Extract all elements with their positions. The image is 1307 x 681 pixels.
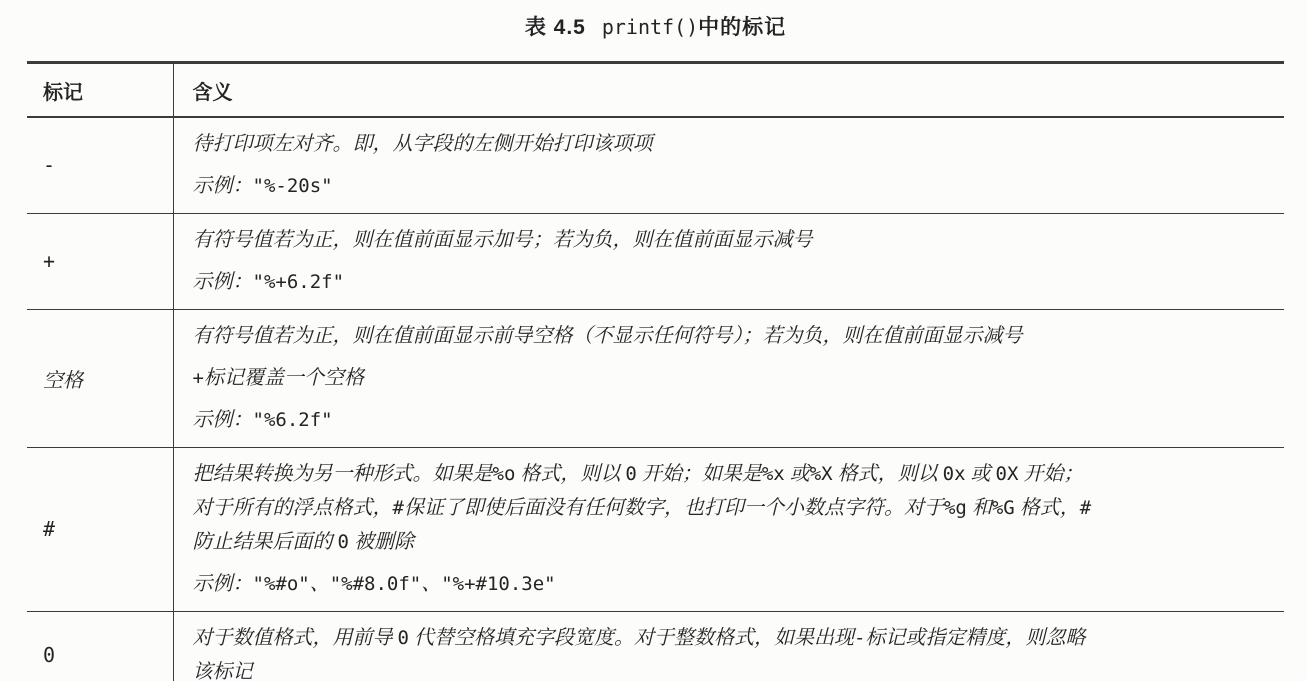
caption-suffix: 中的标记	[698, 16, 787, 39]
code-text: #	[392, 497, 404, 519]
code-text: %X	[809, 463, 833, 485]
meaning-line	[193, 361, 1271, 395]
chinese-text: 有符号值若为正，则在值前面显示加号；若为负，则在值前面显示减号	[192, 229, 813, 251]
chinese-text: 待打印项左对齐。即，从字段的左侧开始打印该项项	[192, 133, 653, 155]
meaning-line	[193, 127, 1271, 161]
chinese-text: 、	[421, 573, 442, 595]
flag-label: 0	[43, 643, 56, 667]
table-header-row	[27, 63, 1284, 118]
meaning-line	[193, 457, 1271, 491]
meaning-line	[193, 491, 1271, 525]
code-text: "%#o"	[252, 573, 310, 595]
table-row	[27, 448, 1284, 612]
chinese-text: 示例：	[192, 271, 253, 293]
table-row	[27, 117, 1284, 214]
code-text: 0x	[942, 463, 966, 485]
chinese-text: 把结果转换为另一种形式。如果是	[192, 463, 493, 485]
chinese-text: 示例：	[192, 409, 253, 431]
meaning-line	[193, 319, 1271, 353]
code-text: "%+#10.3e"	[441, 573, 556, 595]
chinese-text: 保证了即使后面没有任何数字，也打印一个小数点字符。对于	[403, 497, 944, 519]
flag-cell	[27, 117, 173, 214]
flag-cell	[27, 214, 173, 310]
meaning-line	[193, 621, 1271, 655]
chinese-text: 格式，则以	[515, 463, 626, 485]
code-text: 0	[337, 531, 349, 553]
column-header-meaning: 含义	[173, 63, 1284, 118]
chinese-text: 对于数值格式，用前导	[192, 627, 398, 649]
chinese-text: 标记覆盖一个空格	[203, 367, 364, 389]
flag-label: -	[43, 153, 56, 177]
meaning-line	[193, 223, 1271, 257]
book-page	[0, 12, 1307, 681]
chinese-text: 格式，	[1014, 497, 1080, 519]
code-text: -	[853, 627, 866, 649]
code-text: %G	[991, 497, 1015, 519]
caption-table-number: 表 4.5	[524, 16, 586, 39]
table-row	[27, 310, 1284, 448]
code-text: "%#8.0f"	[329, 573, 422, 595]
meaning-line	[193, 525, 1271, 559]
flag-cell	[27, 612, 173, 681]
chinese-text: 开始；如果是	[636, 463, 762, 485]
flag-cell	[27, 448, 173, 612]
printf-flags-table	[27, 61, 1284, 681]
flag-label: +	[43, 249, 56, 273]
meaning-line	[193, 567, 1271, 601]
chinese-text: 或	[784, 463, 810, 485]
chinese-text: 开始；	[1018, 463, 1084, 485]
code-text: +	[192, 367, 204, 389]
code-text: %g	[943, 497, 967, 519]
meaning-cell	[173, 612, 1284, 681]
code-text: 0X	[995, 463, 1019, 485]
table-body	[27, 117, 1284, 681]
flag-cell	[27, 310, 173, 448]
code-text: "%6.2f"	[252, 409, 333, 431]
code-text: "%-20s"	[252, 175, 333, 197]
meaning-line	[193, 403, 1271, 437]
meaning-cell	[173, 117, 1284, 214]
code-text: 0	[625, 463, 637, 485]
column-header-flag: 标记	[27, 63, 173, 118]
meaning-cell	[173, 214, 1284, 310]
chinese-text: 示例：	[192, 175, 253, 197]
chinese-text: 或	[965, 463, 996, 485]
chinese-text: 和	[966, 497, 992, 519]
caption-code-printf: printf()	[601, 15, 699, 39]
chinese-text: 有符号值若为正，则在值前面显示前导空格（不显示任何符号）；若为负，则在值前面显示减号	[192, 325, 1023, 347]
table-row	[27, 612, 1284, 681]
meaning-cell	[173, 310, 1284, 448]
table-row	[27, 214, 1284, 310]
chinese-text: 格式，则以	[832, 463, 943, 485]
chinese-text: 防止结果后面的	[192, 531, 338, 553]
code-text: %x	[761, 463, 785, 485]
meaning-cell	[173, 448, 1284, 612]
chinese-text: 标记或指定精度，则忽略	[865, 627, 1086, 649]
chinese-text: 示例：	[192, 573, 253, 595]
chinese-text: 被删除	[348, 531, 414, 553]
flag-label: #	[43, 517, 56, 541]
chinese-text: 对于所有的浮点格式，	[192, 497, 393, 519]
table-caption	[27, 12, 1284, 43]
code-text: %o	[492, 463, 516, 485]
code-text: "%+6.2f"	[252, 271, 345, 293]
meaning-line	[193, 169, 1271, 203]
code-text: 0	[397, 627, 409, 649]
chinese-text: 代替空格填充字段宽度。对于整数格式，如果出现	[408, 627, 854, 649]
chinese-text: 、	[309, 573, 330, 595]
meaning-line	[193, 655, 1271, 681]
code-text: #	[1079, 497, 1092, 519]
chinese-text: 该标记	[192, 661, 253, 681]
flag-label: 空格	[43, 370, 83, 392]
meaning-line	[193, 265, 1271, 299]
